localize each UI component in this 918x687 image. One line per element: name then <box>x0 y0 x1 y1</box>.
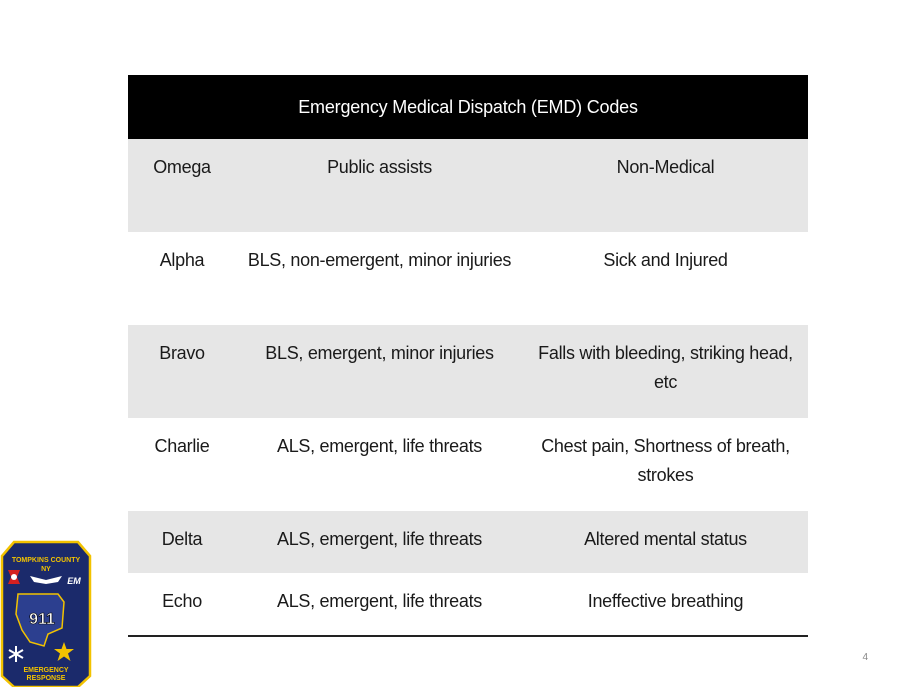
table-row-delta <box>128 511 808 573</box>
logo-em-text: EM <box>67 576 81 586</box>
examples-cell: Sick and Injured <box>523 232 808 325</box>
logo-top-text: TOMPKINS COUNTY <box>11 557 81 564</box>
table-title: Emergency Medical Dispatch (EMD) Codes <box>128 75 808 139</box>
logo-911-text: 911 <box>29 611 55 628</box>
code-cell: Delta <box>128 511 236 573</box>
code-cell: Charlie <box>128 418 236 511</box>
table-row-charlie <box>128 418 808 511</box>
response-cell: ALS, emergent, life threats <box>236 511 523 573</box>
table-row-echo <box>128 573 808 636</box>
response-cell: Public assists <box>236 139 523 232</box>
logo-state-text: NY <box>41 566 51 573</box>
code-cell: Alpha <box>128 232 236 325</box>
response-cell: BLS, emergent, minor injuries <box>236 325 523 418</box>
response-cell: ALS, emergent, life threats <box>236 418 523 511</box>
response-cell: BLS, non-emergent, minor injuries <box>236 232 523 325</box>
examples-cell: Chest pain, Shortness of breath, strokes <box>523 418 808 511</box>
tompkins-county-911-logo <box>0 538 92 687</box>
table-row-omega <box>128 139 808 232</box>
page-number: 4 <box>862 652 868 663</box>
examples-cell: Altered mental status <box>523 511 808 573</box>
logo-bottom-text-2: RESPONSE <box>26 675 66 682</box>
examples-cell: Non-Medical <box>523 139 808 232</box>
emd-codes-table <box>128 75 808 637</box>
response-cell: ALS, emergent, life threats <box>236 573 523 636</box>
table-row-alpha <box>128 232 808 325</box>
code-cell: Omega <box>128 139 236 232</box>
code-cell: Echo <box>128 573 236 636</box>
examples-cell: Ineffective breathing <box>523 573 808 636</box>
code-cell: Bravo <box>128 325 236 418</box>
table-header-row <box>128 75 808 139</box>
table-row-bravo <box>128 325 808 418</box>
logo-bottom-text-1: EMERGENCY <box>23 667 69 674</box>
examples-cell: Falls with bleeding, striking head, etc <box>523 325 808 418</box>
